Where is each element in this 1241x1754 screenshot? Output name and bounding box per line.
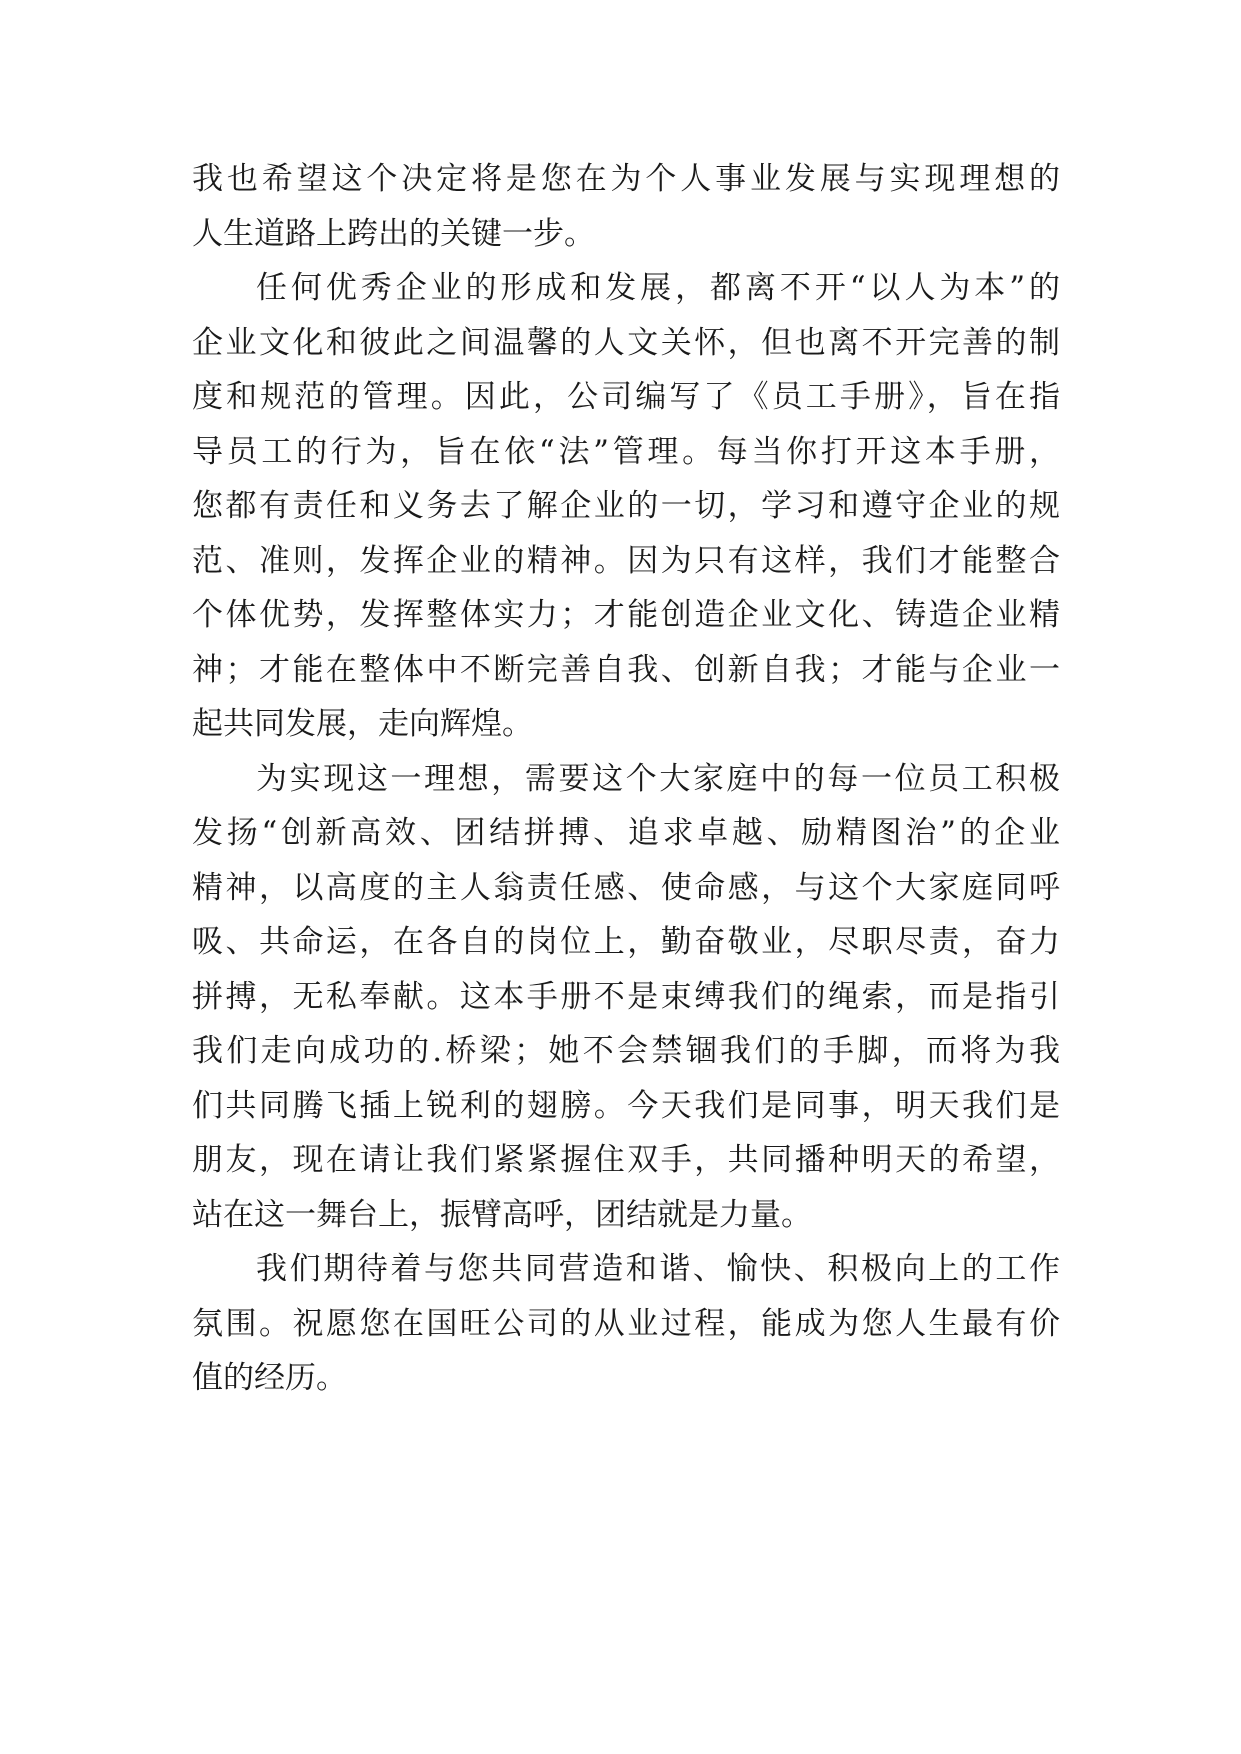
text-line: 朋友，现在请让我们紧紧握住双手，共同播种明天的希望， xyxy=(192,1142,1060,1178)
paragraph xyxy=(192,752,1060,1243)
document-body xyxy=(192,152,1060,1406)
text-line: 我们期待着与您共同营造和谐、愉快、积极向上的工作 xyxy=(256,1251,1060,1287)
text-line: 氛围。祝愿您在国旺公司的从业过程，能成为您人生最有价 xyxy=(192,1305,1060,1342)
text-line: 为实现这一理想，需要这个大家庭中的每一位员工积极 xyxy=(256,760,1060,797)
text-line: 神；才能在整体中不断完善自我、创新自我；才能与企业一 xyxy=(192,651,1060,688)
text-line: 我也希望这个决定将是您在为个人事业发展与实现理想的 xyxy=(192,161,1060,197)
text-line: 们共同腾飞插上锐利的翅膀。今天我们是同事，明天我们是 xyxy=(192,1087,1060,1124)
paragraph xyxy=(192,261,1060,752)
text-line: 个体优势，发挥整体实力；才能创造企业文化、铸造企业精 xyxy=(192,597,1060,633)
text-line: 导员工的行为，旨在依“法”管理。每当你打开这本手册， xyxy=(192,433,1060,470)
text-line: 企业文化和彼此之间温馨的人文关怀，但也离不开完善的制 xyxy=(192,324,1060,361)
text-line: 站在这一舞台上，振臂高呼，团结就是力量。 xyxy=(192,1196,812,1233)
text-line: 起共同发展，走向辉煌。 xyxy=(192,706,533,742)
text-line: 发扬“创新高效、团结拼搏、追求卓越、励精图治”的企业 xyxy=(192,815,1060,851)
paragraph xyxy=(192,152,1060,261)
text-line: 吸、共命运，在各自的岗位上，勤奋敬业，尽职尽责，奋力 xyxy=(192,924,1060,960)
text-line: 拼搏，无私奉献。这本手册不是束缚我们的绳索，而是指引 xyxy=(192,978,1060,1015)
text-line: 范、准则，发挥企业的精神。因为只有这样，我们才能整合 xyxy=(192,542,1060,579)
paragraph xyxy=(192,1242,1060,1406)
text-line: 任何优秀企业的形成和发展，都离不开“以人为本”的 xyxy=(256,270,1060,306)
text-line: 度和规范的管理。因此，公司编写了《员工手册》，旨在指 xyxy=(192,379,1060,415)
text-line: 精神，以高度的主人翁责任感、使命感，与这个大家庭同呼 xyxy=(192,869,1060,906)
text-line: 值的经历。 xyxy=(192,1360,347,1396)
text-line: 您都有责任和义务去了解企业的一切，学习和遵守企业的规 xyxy=(192,488,1060,524)
text-line: 人生道路上跨出的关键一步。 xyxy=(192,215,595,252)
text-line: 我们走向成功的.桥梁；她不会禁锢我们的手脚，而将为我 xyxy=(192,1033,1060,1069)
